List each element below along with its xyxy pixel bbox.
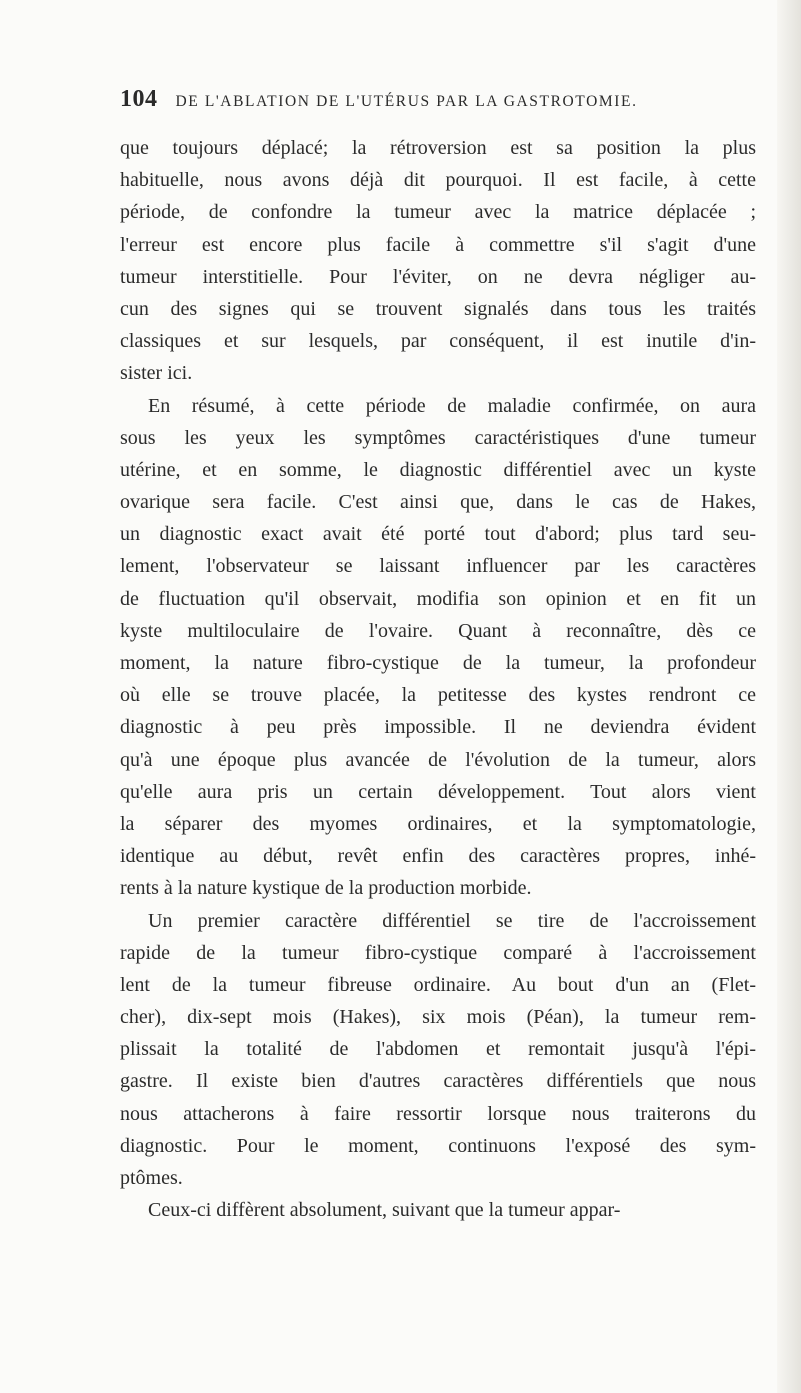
text-line: moment, la nature fibro-cystique de la tumeur, la profondeur (120, 652, 756, 674)
text-line: lement, l'observateur se laissant influencer par les caractères (120, 555, 756, 578)
text-line: ptômes. (120, 1167, 183, 1189)
page-number: 104 (120, 86, 158, 112)
text-line: où elle se trouve placée, la petitesse des kystes rendront ce (120, 684, 756, 707)
text-line: nous attacherons à faire ressortir lorsque nous traiterons du (120, 1102, 756, 1125)
text-line: habituelle, nous avons déjà dit pourquoi. Il est facile, à cette (120, 169, 756, 192)
text-line: lent de la tumeur fibreuse ordinaire. Au bout d'un an (Flet- (120, 973, 756, 996)
text-line: kyste multiloculaire de l'ovaire. Quant à reconnaître, dès ce (120, 619, 756, 642)
text-line: diagnostic. Pour le moment, continuons l'exposé des sym- (120, 1134, 756, 1157)
text-line: cher), dix-sept mois (Hakes), six mois (Péan), la tumeur rem- (120, 1006, 756, 1029)
paragraph (120, 1194, 756, 1226)
text-line: Ceux-ci diffèrent absolument, suivant que la tumeur appar- (148, 1199, 621, 1222)
text-line: classiques et sur lesquels, par conséquent, il est inutile d'in- (120, 330, 756, 353)
text-line: Un premier caractère différentiel se tire de l'accroissement (148, 909, 756, 932)
text-line: diagnostic à peu près impossible. Il ne deviendra évident (120, 716, 756, 739)
text-line: plissait la totalité de l'abdomen et remontait jusqu'à l'épi- (120, 1038, 756, 1061)
text-line: sister ici. (120, 362, 193, 385)
page-header (120, 86, 760, 114)
paragraph (120, 390, 756, 905)
text-line: rapide de la tumeur fibro-cystique comparé à l'accroissement (120, 941, 756, 964)
text-line: qu'elle aura pris un certain développement. Tout alors vient (120, 780, 756, 803)
text-line: tumeur interstitielle. Pour l'éviter, on ne devra négliger au- (120, 265, 756, 288)
page-edge-shadow (777, 0, 801, 1393)
text-line: utérine, et en somme, le diagnostic différentiel avec un kyste (120, 458, 756, 481)
text-line: période, de confondre la tumeur avec la matrice déplacée ; (120, 201, 756, 224)
text-line: que toujours déplacé; la rétroversion est sa position la plus (120, 137, 756, 159)
text-line: l'erreur est encore plus facile à commettre s'il s'agit d'une (120, 233, 756, 256)
text-line: sous les yeux les symptômes caractéristiques d'une tumeur (120, 426, 756, 449)
text-line: ovarique sera facile. C'est ainsi que, dans le cas de Hakes, (120, 491, 756, 514)
text-line: cun des signes qui se trouvent signalés dans tous les traités (120, 297, 756, 320)
running-title: DE L'ABLATION DE L'UTÉRUS PAR LA GASTROTOMIE. (175, 93, 638, 110)
paragraph (120, 905, 756, 1195)
text-line: de fluctuation qu'il observait, modifia son opinion et en fit un (120, 587, 756, 610)
text-line: En résumé, à cette période de maladie confirmée, on aura (148, 394, 756, 417)
body-text (120, 132, 756, 1226)
paragraph (120, 132, 756, 390)
text-line: gastre. Il existe bien d'autres caractères différentiels que nous (120, 1070, 756, 1093)
text-line: qu'à une époque plus avancée de l'évolution de la tumeur, alors (120, 748, 756, 771)
text-line: un diagnostic exact avait été porté tout d'abord; plus tard seu- (120, 523, 756, 546)
text-line: la séparer des myomes ordinaires, et la symptomatologie, (120, 812, 756, 835)
text-line: rents à la nature kystique de la production morbide. (120, 877, 532, 900)
text-line: identique au début, revêt enfin des caractères propres, inhé- (120, 845, 756, 868)
